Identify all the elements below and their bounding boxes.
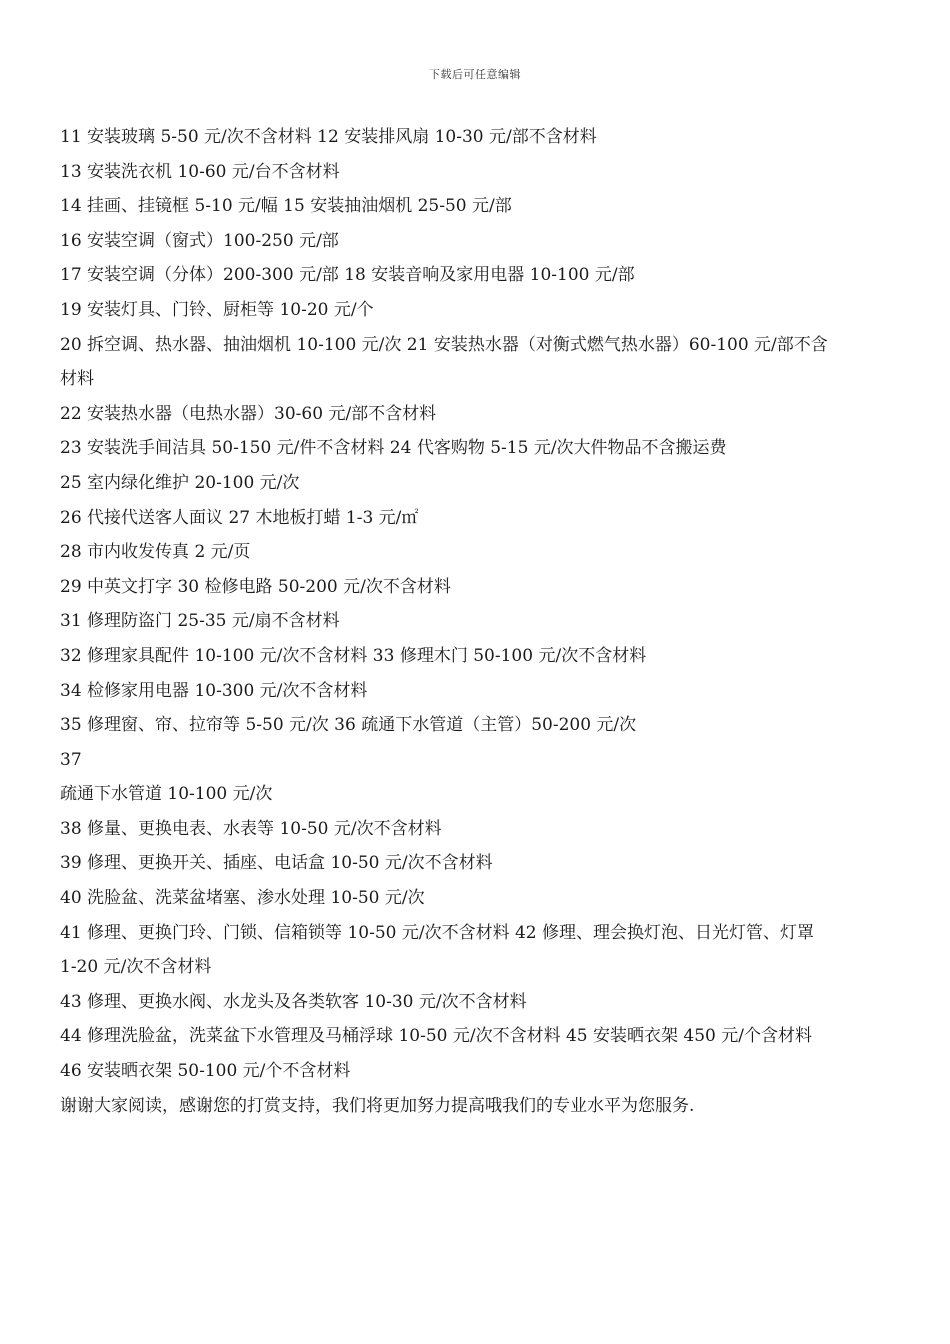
text-line: 26 代接代送客人面议 27 木地板打蜡 1-3 元/㎡ [60,507,419,528]
closing-line: 谢谢大家阅读，感谢您的打赏支持，我们将更加努力提高哦我们的专业水平为您服务. [60,1095,695,1116]
text-line: 31 修理防盗门 25-35 元/扇不含材料 [60,611,340,632]
document-body [60,120,895,1123]
text-line: 14 挂画、挂镜框 5-10 元/幅 15 安装抽油烟机 25-50 元/部 [60,196,512,217]
text-line: 40 洗脸盆、洗菜盆堵塞、渗水处理 10-50 元/次 [60,888,425,909]
text-line: 38 修量、更换电表、水表等 10-50 元/次不含材料 [60,818,442,839]
text-line: 材料 [60,369,94,390]
text-line: 32 修理家具配件 10-100 元/次不含材料 33 修理木门 50-100 元/次不含材料 [60,645,647,666]
text-line: 17 安装空调（分体）200-300 元/部 18 安装音响及家用电器 10-100 元/部 [60,265,635,286]
text-line: 29 中英文打字 30 检修电路 50-200 元/次不含材料 [60,576,451,597]
text-line: 25 室内绿化维护 20-100 元/次 [60,472,300,493]
text-line: 43 修理、更换水阀、水龙头及各类软客 10-30 元/次不含材料 [60,991,527,1012]
text-line: 41 修理、更换门玲、门锁、信箱锁等 10-50 元/次不含材料 42 修理、理会换灯泡、日光灯管、灯罩 [60,922,815,943]
text-line: 疏通下水管道 10-100 元/次 [60,784,273,805]
text-line: 35 修理窗、帘、拉帘等 5-50 元/次 36 疏通下水管道（主管）50-200 元/次 [60,715,637,736]
text-line: 13 安装洗衣机 10-60 元/台不含材料 [60,161,340,182]
text-line: 19 安装灯具、门铃、厨柜等 10-20 元/个 [60,299,374,320]
text-line: 44 修理洗脸盆，洗菜盆下水管理及马桶浮球 10-50 元/次不含材料 45 安装晒衣架 450 元/个含材料 [60,1026,812,1047]
text-line: 28 市内收发传真 2 元/页 [60,542,251,563]
text-line: 1-20 元/次不含材料 [60,957,212,978]
text-line: 39 修理、更换开关、插座、电话盒 10-50 元/次不含材料 [60,853,493,874]
text-line: 23 安装洗手间洁具 50-150 元/件不含材料 24 代客购物 5-15 元/次大件物品不含搬运费 [60,438,727,459]
text-line: 20 拆空调、热水器、抽油烟机 10-100 元/次 21 安装热水器（对衡式燃气热水器）60-100 元/部不含 [60,334,828,355]
text-line: 22 安装热水器（电热水器）30-60 元/部不含材料 [60,403,437,424]
text-line: 46 安装晒衣架 50-100 元/个不含材料 [60,1061,351,1082]
text-line: 11 安装玻璃 5-50 元/次不含材料 12 安装排风扇 10-30 元/部不含材料 [60,127,597,147]
text-line: 16 安装空调（窗式）100-250 元/部 [60,230,339,251]
text-line: 34 检修家用电器 10-300 元/次不含材料 [60,680,368,701]
header-note: 下载后可任意编辑 [429,68,521,81]
text-line: 37 [60,749,82,770]
